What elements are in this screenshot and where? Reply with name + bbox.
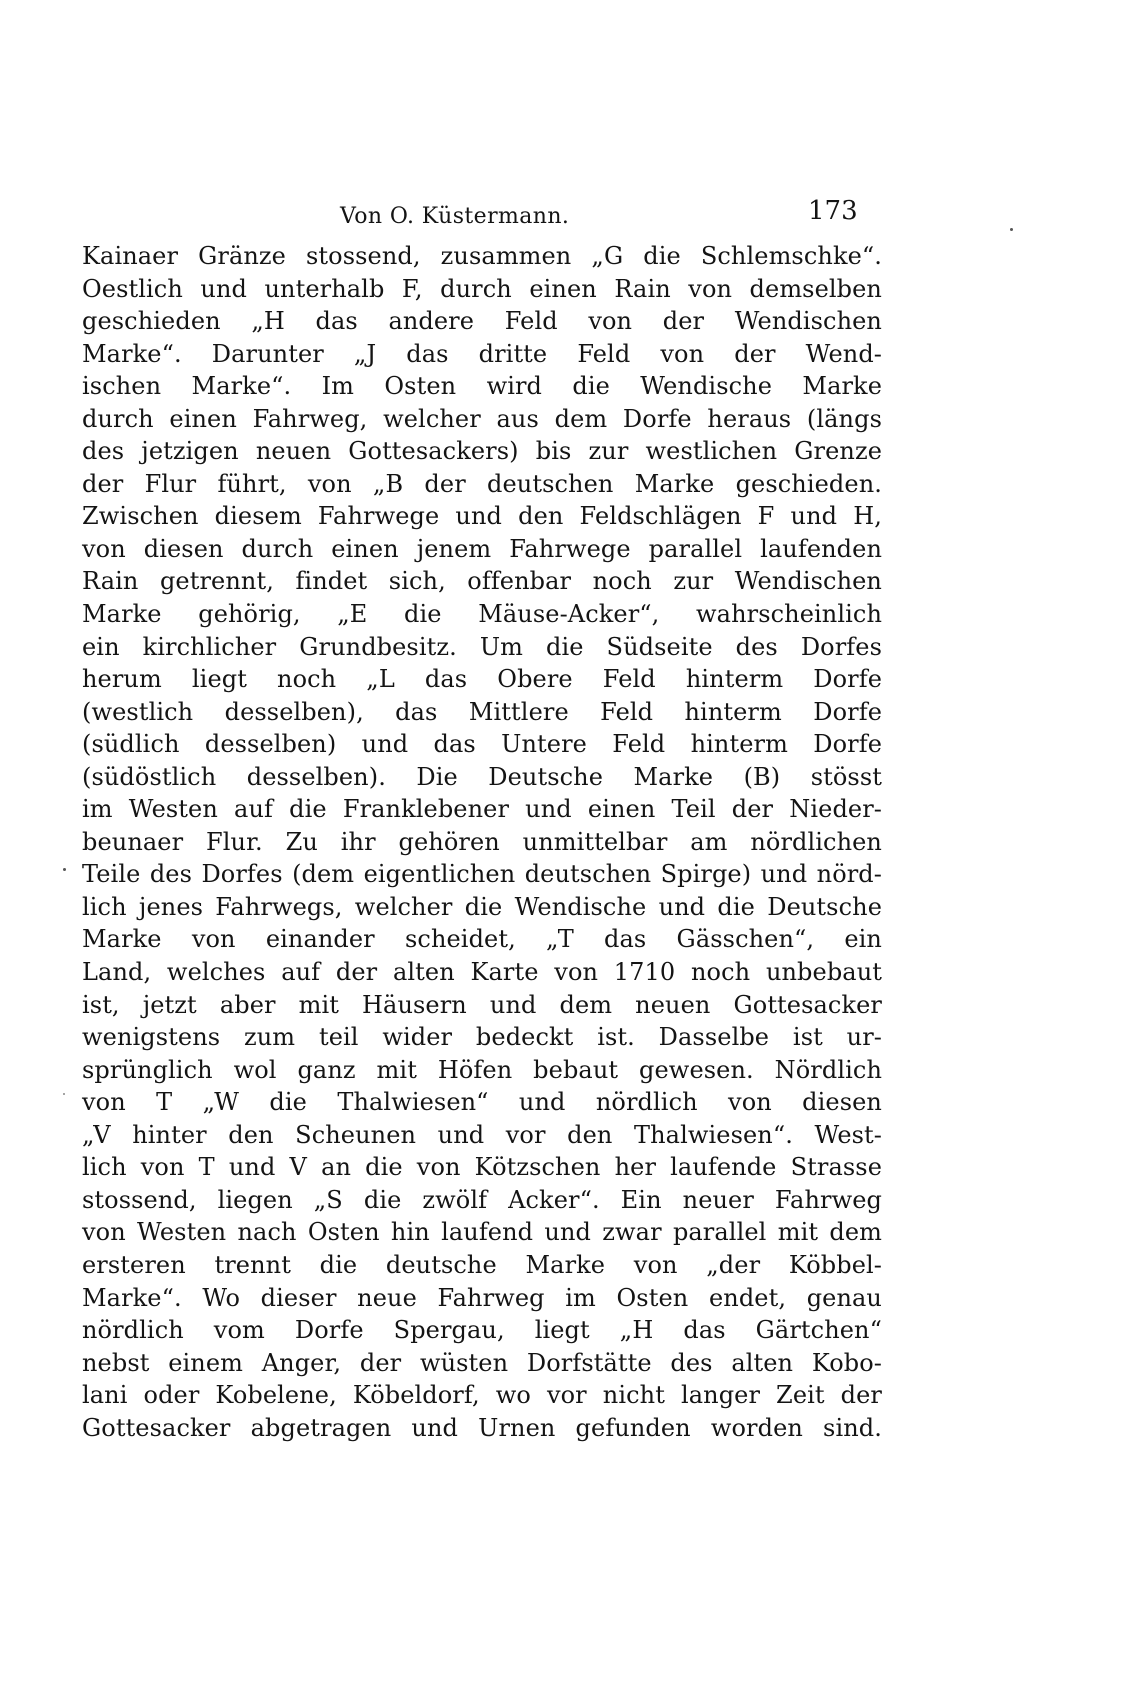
text-line: „V hinter den Scheunen und vor den Thalwiesen“. West- (82, 1120, 882, 1149)
text-line: Kainaer Gränze stossend, zusammen „G die Schlemschke“. (82, 242, 882, 270)
text-line: nebst einem Anger, der wüsten Dorfstätte des alten Kobo- (82, 1348, 882, 1377)
text-line: Gottesacker abgetragen und Urnen gefunden worden sind. (82, 1413, 882, 1442)
text-line: Zwischen diesem Fahrwege und den Feldschlägen F und H, (82, 502, 882, 531)
text-line: der Flur führt, von „B der deutschen Marke geschieden. (82, 469, 882, 498)
text-line: Marke gehörig, „E die Mäuse-Acker“, wahrscheinlich (82, 600, 882, 629)
running-head: Von O. Küstermann. (340, 204, 570, 229)
text-line: von Westen nach Osten hin laufend und zwar parallel mit dem (82, 1218, 882, 1247)
text-line: Rain getrennt, findet sich, offenbar noch zur Wendischen (82, 567, 882, 596)
text-line: Land, welches auf der alten Karte von 1710 noch unbebaut (82, 958, 882, 987)
text-line: Oestlich und unterhalb F, durch einen Rain von demselben (82, 274, 882, 303)
text-line: sprünglich wol ganz mit Höfen bebaut gewesen. Nördlich (82, 1055, 882, 1084)
text-line: lich von T und V an die von Kötzschen her laufende Strasse (82, 1153, 882, 1182)
text-line: durch einen Fahrweg, welcher aus dem Dorfe heraus (längs (82, 404, 882, 433)
text-line: herum liegt noch „L das Obere Feld hinterm Dorfe (82, 665, 882, 694)
text-line: wenigstens zum teil wider bedeckt ist. Dasselbe ist ur- (82, 1023, 882, 1052)
scan-speck (1010, 228, 1013, 231)
text-line: Marke“. Darunter „J das dritte Feld von der Wend- (82, 339, 882, 368)
scan-speck (63, 868, 66, 871)
text-line: (westlich desselben), das Mittlere Feld hinterm Dorfe (82, 697, 882, 726)
text-line: von diesen durch einen jenem Fahrwege parallel laufenden (82, 534, 882, 563)
text-line: des jetzigen neuen Gottesackers) bis zur westlichen Grenze (82, 437, 882, 466)
text-line: ersteren trennt die deutsche Marke von „der Köbbel- (82, 1250, 882, 1279)
text-line: Teile des Dorfes (dem eigentlichen deutschen Spirge) und nörd- (82, 860, 882, 889)
text-line: lich jenes Fahrwegs, welcher die Wendische und die Deutsche (82, 892, 882, 921)
text-line: im Westen auf die Franklebener und einen Teil der Nieder- (82, 795, 882, 824)
text-line: Marke“. Wo dieser neue Fahrweg im Osten endet, genau (82, 1283, 882, 1312)
text-line: geschieden „H das andere Feld von der Wendischen (82, 307, 882, 336)
text-line: stossend, liegen „S die zwölf Acker“. Ein neuer Fahrweg (82, 1185, 882, 1214)
body-text (82, 240, 882, 1444)
page-number: 173 (808, 196, 858, 226)
text-line: Marke von einander scheidet, „T das Gässchen“, ein (82, 925, 882, 954)
text-line: von T „W die Thalwiesen“ und nördlich von diesen (82, 1088, 882, 1117)
text-line: (südöstlich desselben). Die Deutsche Marke (B) stösst (82, 762, 882, 791)
text-line: ischen Marke“. Im Osten wird die Wendische Marke (82, 372, 882, 401)
text-line: lani oder Kobelene, Köbeldorf, wo vor nicht langer Zeit der (82, 1381, 882, 1410)
text-line: ein kirchlicher Grundbesitz. Um die Südseite des Dorfes (82, 632, 882, 661)
text-line: beunaer Flur. Zu ihr gehören unmittelbar am nördlichen (82, 827, 882, 856)
text-line: nördlich vom Dorfe Spergau, liegt „H das Gärtchen“ (82, 1316, 882, 1345)
text-line: ist, jetzt aber mit Häusern und dem neuen Gottesacker (82, 990, 882, 1019)
text-line: (südlich desselben) und das Untere Feld hinterm Dorfe (82, 730, 882, 759)
scan-speck (63, 1093, 65, 1095)
